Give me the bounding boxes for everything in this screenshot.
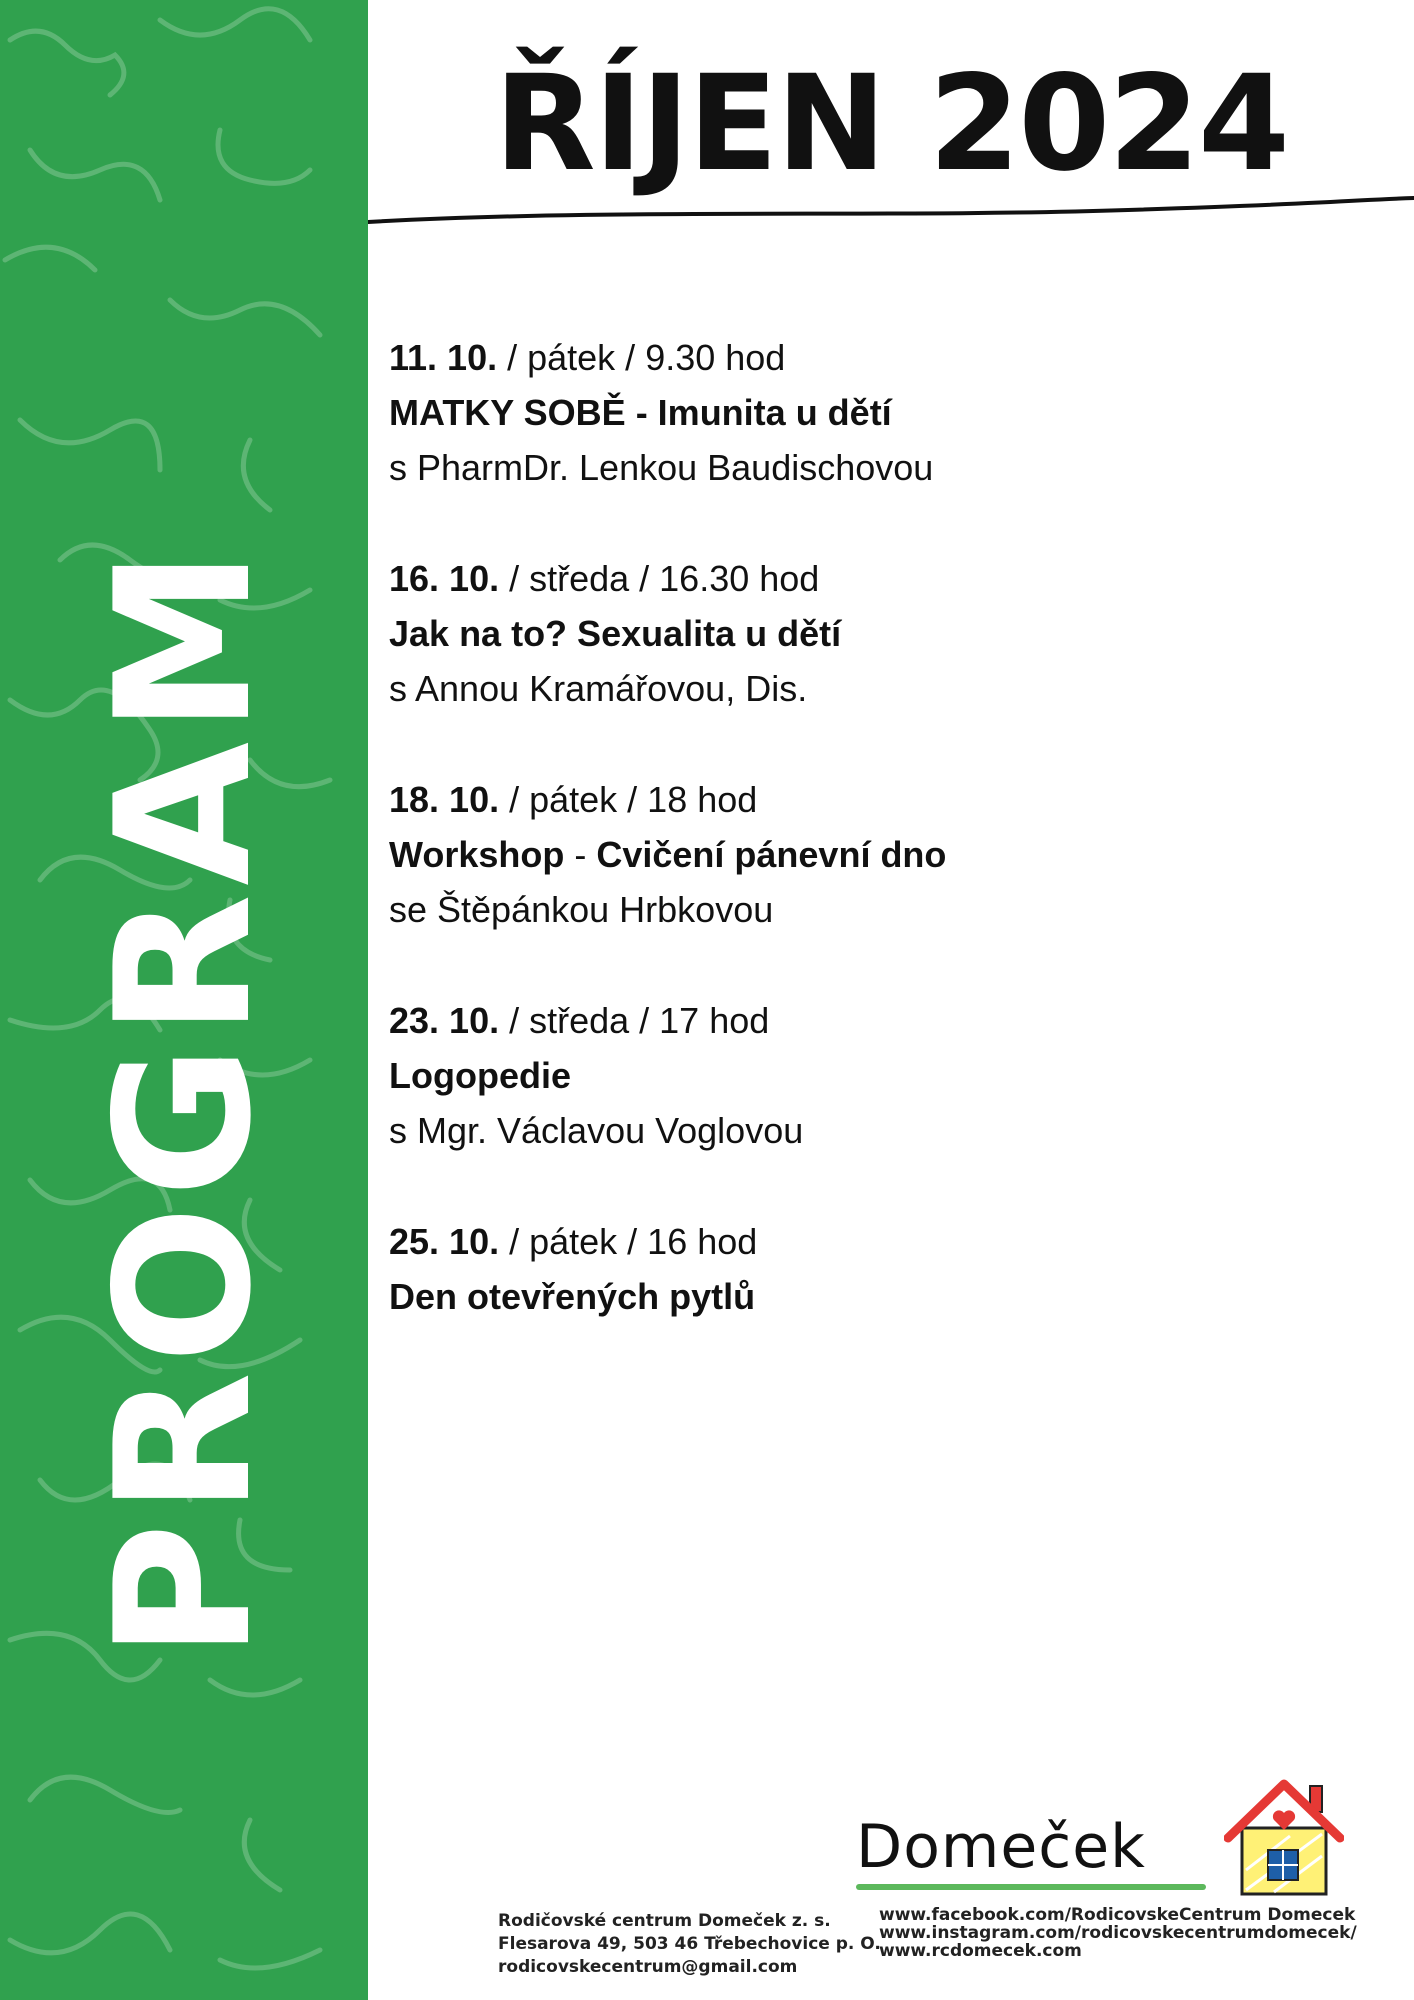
event-date: 25. 10. xyxy=(389,1221,500,1262)
event-title-main: Jak na to? Sexualita u dětí xyxy=(389,613,842,654)
event-item xyxy=(389,772,1379,937)
event-schedule: / pátek / 16 hod xyxy=(499,1221,758,1262)
website-link: www.rcdomecek.com xyxy=(879,1941,1082,1961)
event-item xyxy=(389,551,1379,716)
event-datetime xyxy=(389,330,1379,385)
event-schedule: / středa / 17 hod xyxy=(499,1000,770,1041)
event-title-separator: - xyxy=(564,834,597,875)
event-host: s PharmDr. Lenkou Baudischovou xyxy=(389,447,934,488)
facebook-link: www.facebook.com/RodicovskeCentrum Domecek xyxy=(879,1905,1356,1925)
event-list xyxy=(389,330,1379,1380)
instagram-link: www.instagram.com/rodicovskecentrumdomecek/ xyxy=(879,1923,1357,1943)
event-title xyxy=(389,827,1379,882)
event-datetime xyxy=(389,993,1379,1048)
footer-contact xyxy=(498,1910,881,1979)
event-title-main: Den otevřených pytlů xyxy=(389,1276,756,1317)
logo-underline xyxy=(856,1884,1206,1890)
event-title-main: Workshop xyxy=(389,834,565,875)
event-date: 23. 10. xyxy=(389,1000,500,1041)
event-schedule: / pátek / 18 hod xyxy=(499,779,758,820)
event-date: 16. 10. xyxy=(389,558,500,599)
event-datetime xyxy=(389,1214,1379,1269)
sidebar xyxy=(0,0,368,2000)
event-host: se Štěpánkou Hrbkovou xyxy=(389,889,774,930)
event-title xyxy=(389,1269,1379,1324)
event-title xyxy=(389,606,1379,661)
event-host: s Mgr. Václavou Voglovou xyxy=(389,1110,804,1151)
event-title-main: MATKY SOBĚ - Imunita u dětí xyxy=(389,392,892,433)
footer-org-name: Rodičovské centrum Domeček z. s. xyxy=(498,1911,831,1931)
event-datetime xyxy=(389,551,1379,606)
event-title-main: Logopedie xyxy=(389,1055,571,1096)
event-date: 11. 10. xyxy=(389,337,498,378)
event-datetime xyxy=(389,772,1379,827)
domecek-logo xyxy=(856,1778,1356,1904)
house-icon xyxy=(1224,1778,1344,1900)
event-item xyxy=(389,1214,1379,1324)
footer-address: Flesarova 49, 503 46 Třebechovice p. O. xyxy=(498,1934,881,1954)
event-title xyxy=(389,385,1379,440)
event-item xyxy=(389,330,1379,495)
event-schedule: / středa / 16.30 hod xyxy=(499,558,820,599)
page-title: ŘÍJEN 2024 xyxy=(494,47,1288,201)
event-item xyxy=(389,993,1379,1158)
event-host: s Annou Kramářovou, Dis. xyxy=(389,668,808,709)
event-title xyxy=(389,1048,1379,1103)
logo-wordmark: Domeček xyxy=(856,1812,1146,1882)
event-date: 18. 10. xyxy=(389,779,500,820)
event-schedule: / pátek / 9.30 hod xyxy=(497,337,786,378)
footer-links xyxy=(879,1906,1357,1960)
title-divider xyxy=(368,190,1414,230)
event-title-extra: Cvičení pánevní dno xyxy=(596,834,947,875)
footer-email: rodicovskecentrum@gmail.com xyxy=(498,1957,798,1977)
vertical-title: PROGRAM xyxy=(75,540,292,1660)
